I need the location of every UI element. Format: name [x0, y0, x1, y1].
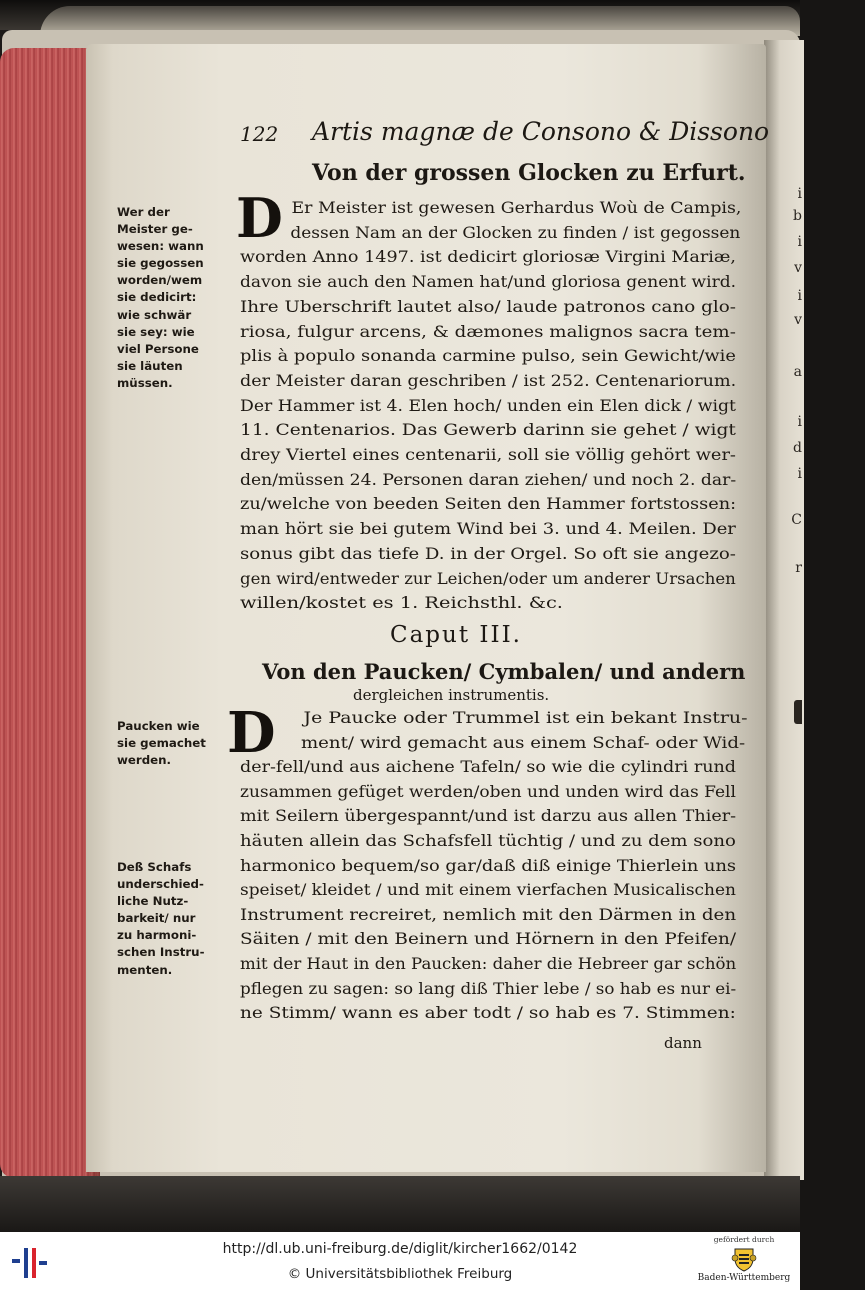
text-line: Je Paucke oder Trummel ist ein bekant Instru-	[303, 709, 748, 727]
catchword: dann	[664, 1034, 702, 1052]
paragraph-drums	[240, 706, 748, 1026]
paragraph-bell	[240, 196, 740, 616]
text-line: speiset/ kleidet / und mit einem vierfachen Musicalischen	[240, 881, 736, 900]
margin-note-line: Meister ge-	[117, 222, 193, 237]
text-line: 11. Centenarios. Das Gewerb darinn sie gehet / wigt	[240, 421, 736, 440]
margin-note-line: müssen.	[117, 375, 173, 390]
drop-cap: D	[227, 700, 276, 766]
text-line: worden Anno 1497. ist dedicirt gloriosæ Virgini Mariæ,	[240, 248, 736, 267]
text-line: Instrument recreiret, nemlich mit den Därmen in den	[240, 905, 737, 924]
right-page-glyph: d	[793, 440, 802, 456]
text-line: dessen Nam an der Glocken zu finden / ist gegossen	[290, 223, 741, 242]
right-page-glyph: i	[797, 466, 802, 482]
margin-note-line: barkeit/ nur	[117, 911, 196, 926]
margin-note	[117, 859, 241, 979]
text-line: Ihre Uberschrift lautet also/ laude patronos cano glo-	[240, 297, 736, 316]
text-line: der-fell/und aus aichene Tafeln/ so wie die cylindri rund	[240, 758, 737, 777]
right-page-glyph: v	[794, 312, 802, 328]
margin-note-line: sie läuten	[117, 358, 183, 373]
text-line: gen wird/entweder zur Leichen/oder um anderer Ursachen	[240, 569, 736, 588]
margin-note-line: zu harmoni-	[117, 928, 197, 943]
right-page-glyph: a	[793, 364, 802, 380]
right-page-glyph: v	[794, 260, 802, 276]
margin-note-line: worden/wem	[117, 273, 203, 288]
funder-caption: gefördert durch	[713, 1235, 775, 1244]
funder-name: Baden-Württemberg	[697, 1273, 791, 1283]
margin-note-line: wesen: wann	[117, 239, 204, 254]
permalink-url[interactable]: http://dl.ub.uni-freiburg.de/diglit/kircher1662/0142	[222, 1241, 578, 1257]
text-line: den/müssen 24. Personen daran ziehen/ und noch 2. dar-	[240, 470, 737, 489]
margin-note-line: viel Persone	[117, 341, 199, 356]
text-line: man hört sie bei gutem Wind bei 3. und 4. Meilen. Der	[240, 520, 736, 539]
right-page-glyph: i	[797, 288, 802, 304]
drop-cap: D	[236, 186, 283, 250]
margin-note-line: schen Instru-	[117, 945, 205, 960]
margin-note-line: Wer der	[117, 205, 170, 219]
right-page-glyph: i	[797, 414, 802, 430]
text-line: ment/ wird gemacht aus einem Schaf- oder Wid-	[300, 733, 746, 752]
text-line: der Meister daran geschriben / ist 252. Centenariorum.	[240, 371, 737, 390]
chapter-heading: Caput III.	[390, 622, 522, 648]
red-page-edges	[0, 48, 100, 1178]
right-page-glyph: r	[795, 560, 802, 576]
coat-of-arms-icon	[731, 1246, 757, 1272]
right-page-glyph: C	[791, 512, 802, 528]
section-heading: Von der grossen Glocken zu Erfurt.	[312, 160, 746, 186]
right-page-glyph: b	[793, 208, 802, 224]
scan-bottom-shadow	[0, 1176, 800, 1232]
margin-note-line: wie schwär	[117, 307, 192, 322]
viewer-footer	[0, 1232, 800, 1290]
chapter-subheading-latin: dergleichen instrumentis.	[353, 686, 550, 704]
text-line: zu/welche von beeden Seiten den Hammer fortstossen:	[240, 495, 737, 514]
text-line: mit der Haut in den Paucken: daher die Hebreer gar schön	[240, 954, 737, 973]
margin-note-line: sie dedicirt:	[117, 290, 197, 305]
margin-note-line: werden.	[117, 753, 172, 768]
text-line: drey Viertel eines centenarii, soll sie völlig gehört wer-	[240, 446, 736, 465]
text-line: mit Seilern übergespannt/und ist darzu aus allen Thier-	[240, 807, 737, 826]
margin-note	[117, 204, 241, 392]
text-line: riosa, fulgur arcens, & dæmones malignos sacra tem-	[240, 322, 736, 341]
page-number: 122	[240, 122, 279, 146]
margin-note-line: sie sey: wie	[117, 324, 195, 339]
funder-badge[interactable]	[694, 1233, 794, 1289]
text-line: ne Stimm/ wann es aber todt / so hab es 7. Stimmen:	[240, 1004, 736, 1023]
text-line: harmonico bequem/so gar/daß diß einige Thierlein uns	[240, 856, 737, 875]
text-line: Er Meister ist gewesen Gerhardus Woù de Campis,	[291, 199, 742, 217]
text-line: plis à populo sonanda carmine pulso, sein Gewicht/wie	[240, 347, 736, 366]
text-line: sonus gibt das tiefe D. in der Orgel. So oft sie angezo-	[240, 544, 736, 563]
copyright-notice: © Universitätsbibliothek Freiburg	[287, 1266, 513, 1282]
margin-note-line: Paucken wie	[117, 719, 200, 733]
running-title: Artis magnæ de Consono & Dissono	[312, 117, 770, 146]
margin-note-line: menten.	[117, 962, 173, 977]
text-line: häuten allein das Schafsfell tüchtig / und zu dem sono	[240, 831, 736, 850]
margin-note-line: Deß Schafs	[117, 860, 192, 874]
text-line: zusammen gefüget werden/oben und unden wird das Fell	[240, 782, 736, 801]
text-line: Der Hammer ist 4. Elen hoch/ unden ein Elen dick / wigt	[240, 396, 736, 415]
text-line: pflegen zu sagen: so lang diß Thier lebe / so hab es nur ei-	[240, 979, 737, 998]
margin-note-line: liche Nutz-	[117, 894, 189, 909]
margin-note	[117, 718, 241, 769]
margin-note-line: sie gemachet	[117, 736, 206, 751]
text-line: Säiten / mit den Beinern und Hörnern in den Pfeifen/	[240, 930, 737, 949]
right-page-glyph: i	[797, 234, 802, 250]
chapter-subheading: Von den Paucken/ Cymbalen/ und andern	[262, 659, 746, 684]
text-line: davon sie auch den Namen hat/und gloriosa genent wird.	[240, 273, 737, 292]
margin-note-line: sie gegossen	[117, 256, 204, 271]
right-page-glyph: i	[797, 186, 802, 202]
text-line: willen/kostet es 1. Reichsthl. &c.	[240, 594, 563, 613]
margin-note-line: underschied-	[117, 877, 204, 892]
